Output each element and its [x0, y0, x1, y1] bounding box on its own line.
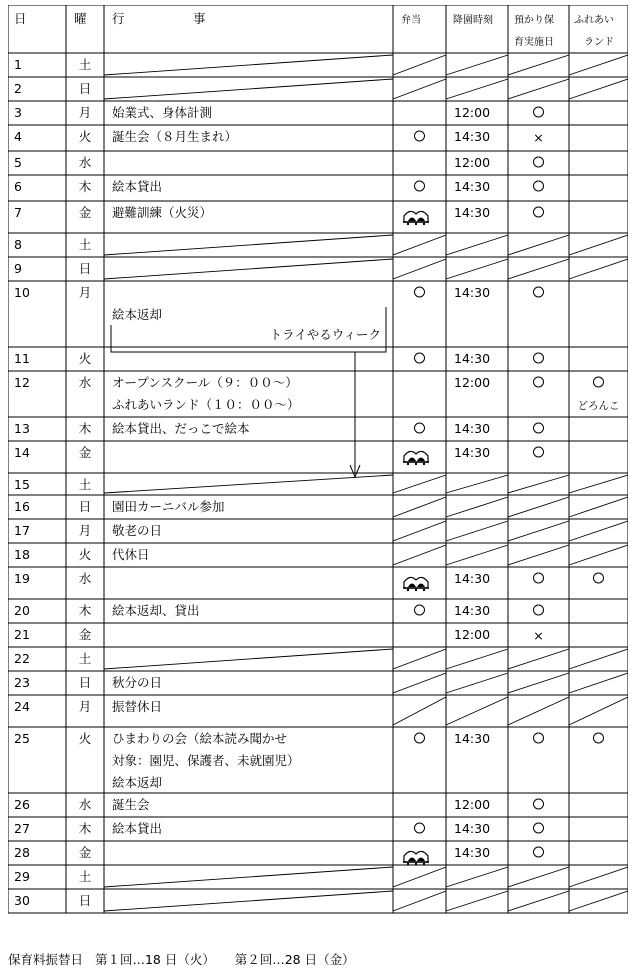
event-text: 絵本返却 — [112, 775, 163, 790]
day-cell: 6 — [14, 179, 22, 194]
weekday-cell: 火 — [78, 129, 92, 144]
weekday-cell: 金 — [78, 205, 92, 220]
header-fureai-1: ふれあい — [574, 15, 614, 26]
header-fureai-2: ランド — [584, 37, 614, 48]
day-cell: 17 — [14, 523, 30, 538]
pickup-time: 14:30 — [454, 731, 491, 746]
pickup-time: 14:30 — [454, 129, 491, 144]
lunchbox-icon — [403, 577, 429, 591]
day-cell: 7 — [14, 205, 22, 220]
event-text: 絵本返却 — [112, 307, 163, 322]
header-pickup: 降園時刻 — [453, 15, 493, 26]
day-cell: 3 — [14, 105, 22, 120]
childcare-mark — [534, 207, 544, 217]
weekday-cell: 水 — [78, 375, 92, 390]
monthly-schedule-table — [8, 5, 628, 947]
pickup-time: 14:30 — [454, 285, 491, 300]
childcare-mark — [534, 605, 544, 615]
weekday-cell: 水 — [78, 155, 92, 170]
day-cell: 4 — [14, 129, 22, 144]
header-event-1: 行 — [112, 11, 125, 26]
bento-mark — [415, 181, 425, 191]
bento-mark — [415, 733, 425, 743]
day-cell: 10 — [14, 285, 30, 300]
childcare-mark: × — [533, 130, 544, 145]
bento-mark — [415, 131, 425, 141]
lunchbox-icon — [403, 451, 429, 465]
childcare-mark — [534, 847, 544, 857]
weekday-cell: 月 — [78, 523, 92, 538]
pickup-time: 12:00 — [454, 105, 491, 120]
weekday-cell: 木 — [78, 421, 92, 436]
closed-day-strikes — [104, 55, 628, 911]
childcare-mark — [534, 799, 544, 809]
childcare-mark: × — [533, 628, 544, 643]
weekday-cell: 月 — [78, 285, 92, 300]
weekday-cell: 水 — [78, 797, 92, 812]
event-text: 敬老の日 — [112, 523, 163, 538]
event-text: ひまわりの会（絵本読み聞かせ — [112, 731, 288, 746]
fureai-mark — [594, 377, 604, 387]
pickup-time: 14:30 — [454, 351, 491, 366]
childcare-mark — [534, 423, 544, 433]
header-event-2: 事 — [193, 11, 206, 26]
weekday-cell: 日 — [78, 261, 92, 276]
weekday-cell: 土 — [78, 57, 92, 72]
day-cell: 1 — [14, 57, 22, 72]
day-cell: 16 — [14, 499, 30, 514]
weekday-cell: 木 — [78, 821, 92, 836]
day-cell: 5 — [14, 155, 22, 170]
bento-mark — [415, 353, 425, 363]
day-cell: 13 — [14, 421, 30, 436]
fureai-note: どろんこ — [577, 400, 620, 412]
event-text: 振替休日 — [112, 699, 163, 714]
event-text: 絵本貸出 — [112, 821, 163, 836]
event-text: 絵本返却、貸出 — [112, 603, 200, 618]
childcare-mark — [534, 157, 544, 167]
day-cell: 9 — [14, 261, 22, 276]
pickup-time: 14:30 — [454, 421, 491, 436]
childcare-mark — [534, 353, 544, 363]
day-cell: 29 — [14, 869, 30, 884]
childcare-mark — [534, 823, 544, 833]
day-cell: 2 — [14, 81, 22, 96]
header-day: 日 — [14, 11, 27, 26]
event-text: 代休日 — [112, 547, 150, 562]
weekday-cell: 土 — [78, 651, 92, 666]
weekday-cell: 水 — [78, 571, 92, 586]
day-cell: 8 — [14, 237, 22, 252]
lunchbox-icon — [403, 211, 429, 225]
header-childcare-1: 預かり保 — [514, 15, 554, 26]
weekday-cell: 金 — [78, 845, 92, 860]
weekday-cell: 火 — [78, 351, 92, 366]
header-childcare-2: 育実施日 — [514, 37, 554, 48]
weekday-cell: 土 — [78, 237, 92, 252]
weekday-cell: 日 — [78, 893, 92, 908]
fureai-mark — [594, 573, 604, 583]
event-text: 避難訓練（火災） — [112, 205, 213, 220]
event-text: 園田カーニバル参加 — [112, 499, 225, 514]
bento-mark — [415, 823, 425, 833]
day-cell: 25 — [14, 731, 30, 746]
header-bento: 弁当 — [401, 15, 421, 26]
bento-mark — [415, 605, 425, 615]
weekday-cell: 火 — [78, 547, 92, 562]
pickup-time: 12:00 — [454, 797, 491, 812]
day-cell: 30 — [14, 893, 30, 908]
childcare-mark — [534, 573, 544, 583]
day-cell: 23 — [14, 675, 30, 690]
pickup-time: 12:00 — [454, 627, 491, 642]
childcare-mark — [534, 287, 544, 297]
bento-mark — [415, 287, 425, 297]
event-text-right: トライやるウィーク — [269, 327, 381, 342]
weekday-cell: 日 — [78, 499, 92, 514]
day-cell: 27 — [14, 821, 30, 836]
bento-mark — [415, 423, 425, 433]
childcare-mark — [534, 447, 544, 457]
day-cell: 14 — [14, 445, 30, 460]
pickup-time: 14:30 — [454, 821, 491, 836]
pickup-time: 14:30 — [454, 445, 491, 460]
pickup-time: 14:30 — [454, 845, 491, 860]
header-weekday: 曜 — [74, 11, 87, 26]
day-cell: 18 — [14, 547, 30, 562]
weekday-cell: 月 — [78, 699, 92, 714]
day-cell: 22 — [14, 651, 30, 666]
weekday-cell: 火 — [78, 731, 92, 746]
day-cell: 12 — [14, 375, 30, 390]
fureai-mark — [594, 733, 604, 743]
event-text: 誕生会（８月生まれ） — [112, 129, 238, 144]
event-text: 対象：園児、保護者、未就園児） — [112, 753, 300, 768]
day-cell: 24 — [14, 699, 30, 714]
day-cell: 28 — [14, 845, 30, 860]
day-cell: 26 — [14, 797, 30, 812]
event-text: オープンスクール（９：００～） — [112, 375, 298, 390]
weekday-cell: 土 — [78, 477, 92, 492]
pickup-time: 14:30 — [454, 205, 491, 220]
pickup-time: 12:00 — [454, 375, 491, 390]
pickup-time: 14:30 — [454, 571, 491, 586]
weekday-cell: 金 — [78, 445, 92, 460]
weekday-cell: 木 — [78, 179, 92, 194]
weekday-cell: 金 — [78, 627, 92, 642]
day-cell: 15 — [14, 477, 30, 492]
weekday-cell: 日 — [78, 81, 92, 96]
event-text: 始業式、身体計測 — [112, 105, 213, 120]
pickup-time: 12:00 — [454, 155, 491, 170]
fee-transfer-first: 第１回…18 日（火） — [94, 952, 215, 967]
event-text: 絵本貸出、だっこで絵本 — [112, 421, 250, 436]
pickup-time: 14:30 — [454, 603, 491, 618]
table-body — [14, 57, 620, 908]
day-cell: 20 — [14, 603, 30, 618]
event-text: ふれあいランド（１０：００～） — [112, 397, 300, 412]
childcare-mark — [534, 733, 544, 743]
fee-transfer-label: 保育料振替日 — [8, 952, 84, 967]
weekday-cell: 土 — [78, 869, 92, 884]
lunchbox-icon — [403, 851, 429, 865]
weekday-cell: 日 — [78, 675, 92, 690]
fee-transfer-note — [8, 950, 355, 968]
childcare-mark — [534, 107, 544, 117]
childcare-mark — [534, 181, 544, 191]
event-text: 秋分の日 — [112, 675, 163, 690]
event-text: 絵本貸出 — [112, 179, 163, 194]
day-cell: 11 — [14, 351, 30, 366]
weekday-cell: 木 — [78, 603, 92, 618]
childcare-mark — [534, 377, 544, 387]
fee-transfer-second: 第２回…28 日（金） — [234, 952, 355, 967]
event-text: 誕生会 — [112, 797, 150, 812]
pickup-time: 14:30 — [454, 179, 491, 194]
weekday-cell: 月 — [78, 105, 92, 120]
day-cell: 19 — [14, 571, 30, 586]
day-cell: 21 — [14, 627, 30, 642]
